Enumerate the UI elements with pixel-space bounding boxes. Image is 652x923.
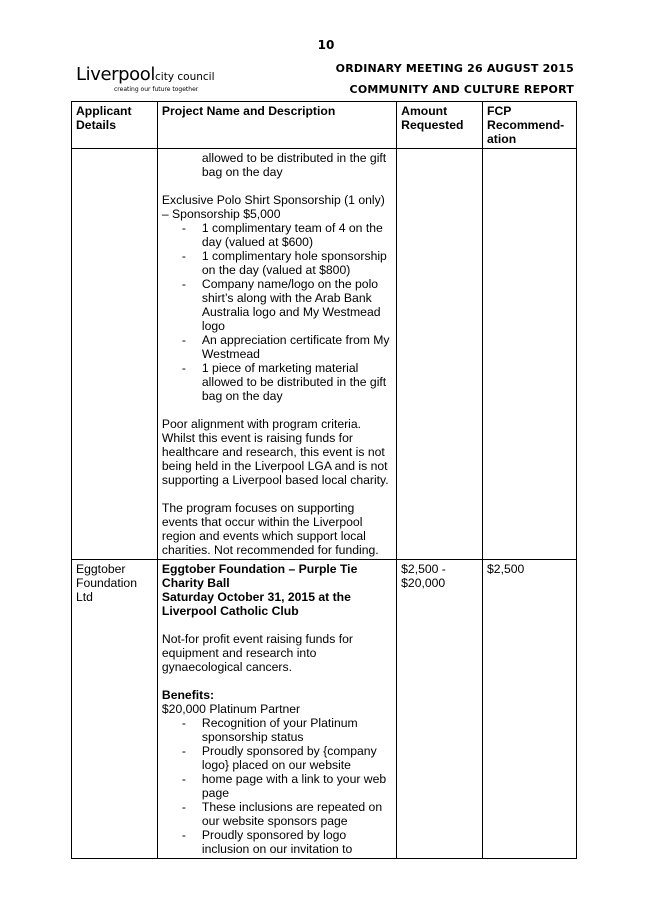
project-date: Saturday October 31, 2015 at the Liverpool Catholic Club bbox=[161, 590, 351, 618]
logo-tagline: creating our future together bbox=[114, 86, 199, 93]
list-item: - Proudly sponsored by logo inclusion on our invitation to bbox=[162, 828, 392, 856]
list-item: - Company name/logo on the polo shirt’s along with the Arab Bank Australia logo and My Westmead logo bbox=[162, 277, 392, 333]
header-project: Project Name and Description bbox=[157, 102, 396, 149]
header-recommendation: FCP Recommend-ation bbox=[483, 102, 577, 149]
polo-benefits-list bbox=[162, 221, 392, 403]
list-item: - 1 complimentary team of 4 on the day (valued at $600) bbox=[162, 221, 392, 249]
logo-sub-text: city council bbox=[155, 71, 215, 83]
platinum-partner: $20,000 Platinum Partner bbox=[161, 702, 301, 716]
header-amount: Amount Requested bbox=[397, 102, 483, 149]
table-row bbox=[72, 149, 577, 560]
amount-cell: $2,500 - $20,000 bbox=[397, 560, 483, 859]
report-heading: COMMUNITY AND CULTURE REPORT bbox=[349, 83, 574, 96]
recommendation-cell bbox=[483, 149, 577, 560]
project-description: Not-for profit event raising funds for equipment and research into gynaecological cancers. bbox=[161, 632, 353, 674]
list-item: - Proudly sponsored by {company logo} placed on our website bbox=[162, 744, 392, 772]
list-item: - home page with a link to your web page bbox=[162, 772, 392, 800]
applicant-cell: Eggtober Foundation Ltd bbox=[72, 560, 158, 859]
benefits-label: Benefits: bbox=[161, 688, 215, 702]
program-focus-paragraph: The program focuses on supporting events that occur within the Liverpool region and events which support local charities. Not recommended for funding. bbox=[161, 501, 379, 557]
table-row bbox=[72, 560, 577, 859]
polo-title: Exclusive Polo Shirt Sponsorship (1 only) – Sponsorship $5,000 bbox=[161, 193, 385, 221]
list-item: - An appreciation certificate from My Westmead bbox=[162, 333, 392, 361]
header-applicant: Applicant Details bbox=[72, 102, 158, 149]
list-item: - 1 piece of marketing material allowed to be distributed in the gift bag on the day bbox=[162, 361, 392, 403]
amount-cell bbox=[397, 149, 483, 560]
assessment-paragraph: Poor alignment with program criteria. Whilst this event is raising funds for healthcare and research, this event is not being held in the Liverpool LGA and is not supporting a Liverpool based local charity. bbox=[161, 417, 389, 487]
logo-main-text: Liverpool bbox=[76, 64, 156, 85]
table-header-row bbox=[72, 102, 577, 149]
project-title: Eggtober Foundation – Purple Tie Charity Ball bbox=[161, 562, 358, 590]
project-cell bbox=[157, 560, 396, 859]
list-item: - These inclusions are repeated on our website sponsors page bbox=[162, 800, 392, 828]
applicant-cell bbox=[72, 149, 158, 560]
project-cell bbox=[157, 149, 396, 560]
continued-item: allowed to be distributed in the gift bag on the day bbox=[201, 151, 387, 179]
meeting-heading: ORDINARY MEETING 26 AUGUST 2015 bbox=[335, 62, 574, 75]
grants-table bbox=[71, 101, 577, 859]
platinum-benefits-list bbox=[162, 716, 392, 856]
list-item: - 1 complimentary hole sponsorship on the day (valued at $800) bbox=[162, 249, 392, 277]
recommendation-cell: $2,500 bbox=[483, 560, 577, 859]
page-number: 10 bbox=[317, 38, 335, 52]
list-item: - Recognition of your Platinum sponsorship status bbox=[162, 716, 392, 744]
council-logo bbox=[76, 66, 215, 93]
